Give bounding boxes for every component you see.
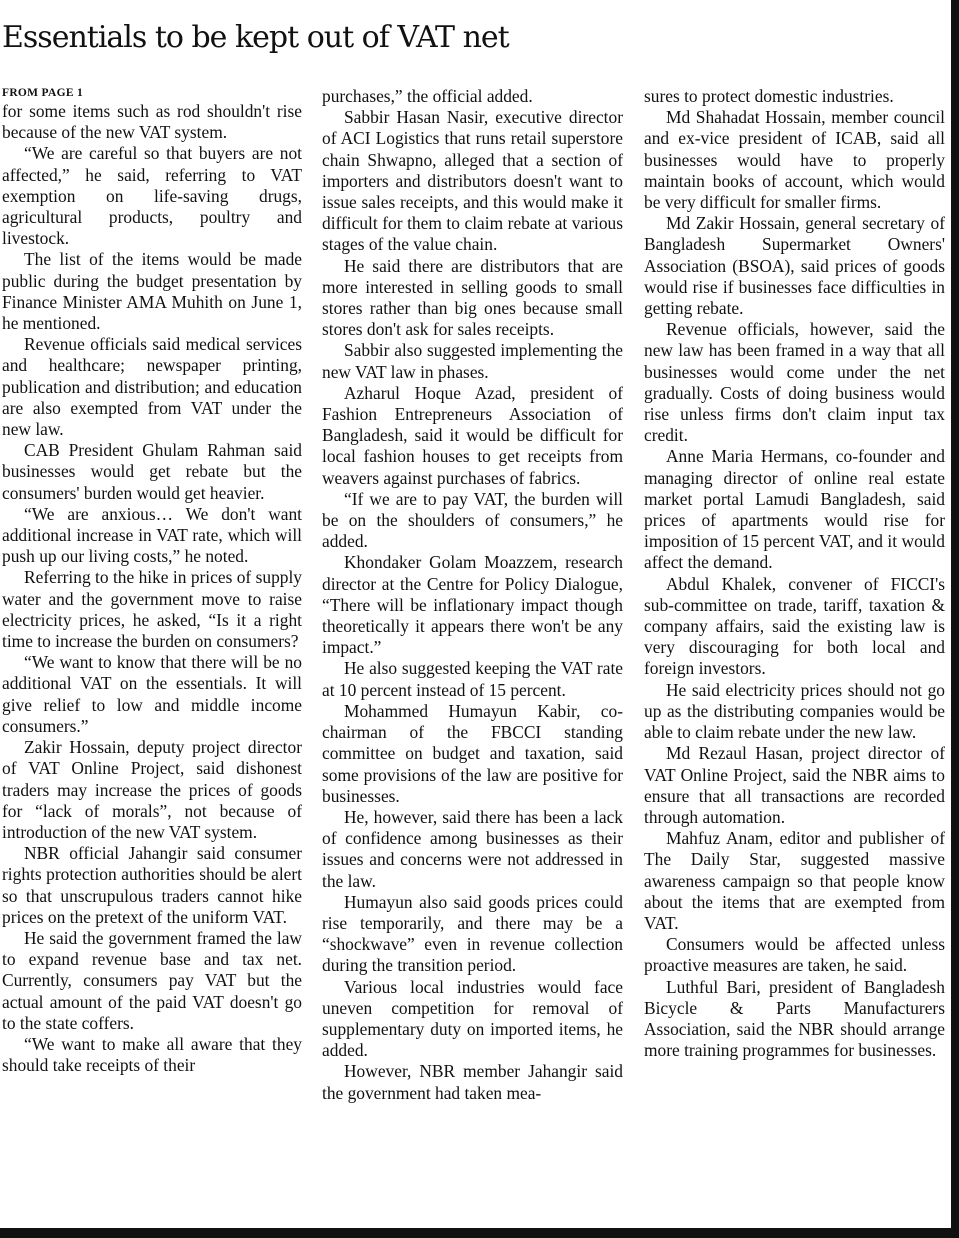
paragraph: Luthful Bari, president of Bangladesh Bicycle & Parts Manufacturers Association, said the NBR should arrange more training programmes for businesses. bbox=[644, 976, 945, 1061]
paragraph: “We are careful so that buyers are not affected,” he said, referring to VAT exemption on life-saving drugs, agricultural products, poultry and livestock. bbox=[2, 143, 302, 249]
paragraph: He said electricity prices should not go up as the distributing companies would be able to claim rebate under the new law. bbox=[644, 679, 945, 743]
scan-edge-right bbox=[951, 0, 959, 1238]
paragraph: The list of the items would be made public during the budget presentation by Finance Minister AMA Muhith on June 1, he mentioned. bbox=[2, 249, 302, 334]
paragraph: CAB President Ghulam Rahman said businesses would get rebate but the consumers' burden would get heavier. bbox=[2, 440, 302, 503]
paragraph: Abdul Khalek, convener of FICCI's sub-committee on trade, tariff, taxation & company affairs, said the existing law is very discouraging for both local and foreign investors. bbox=[644, 573, 945, 679]
paragraph: Azharul Hoque Azad, president of Fashion Entrepreneurs Association of Bangladesh, said it would be difficult for local fashion houses to get receipts from weavers against purchases of fabrics. bbox=[322, 382, 623, 488]
paragraph: Revenue officials, however, said the new law has been framed in a way that all businesses would come under the net gradually. Costs of doing business would rise unless firms don't claim input tax credit. bbox=[644, 319, 945, 446]
paragraph: “We want to make all aware that they should take receipts of their bbox=[2, 1033, 302, 1076]
paragraph: Md Rezaul Hasan, project director of VAT Online Project, said the NBR aims to ensure that all transactions are recorded through automation. bbox=[644, 743, 945, 827]
paragraph: NBR official Jahangir said consumer rights protection authorities should be alert so that unscrupulous traders cannot hike prices on the pretext of the uniform VAT. bbox=[2, 843, 302, 927]
paragraph: However, NBR member Jahangir said the government had taken mea- bbox=[322, 1061, 623, 1103]
paragraph: He also suggested keeping the VAT rate at 10 percent instead of 15 percent. bbox=[322, 658, 623, 700]
paragraph: Referring to the hike in prices of supply water and the government move to raise electricity prices, he asked, “Is it a right time to increase the burden on consumers? bbox=[2, 567, 302, 652]
paragraph: Md Zakir Hossain, general secretary of Bangladesh Supermarket Owners' Association (BSOA), said prices of goods would rise if businesses face difficulties in getting rebate. bbox=[644, 213, 945, 319]
paragraph: Sabbir also suggested implementing the new VAT law in phases. bbox=[322, 340, 623, 382]
paragraph: Anne Maria Hermans, co-founder and managing director of online real estate market portal Lamudi Bangladesh, said prices of apartments would rise for imposition of 15 percent VAT, and it would affect the demand. bbox=[644, 446, 945, 573]
headline: Essentials to be kept out of VAT net bbox=[2, 20, 509, 55]
paragraph: Sabbir Hasan Nasir, executive director of ACI Logistics that runs retail superstore chain Shwapno, alleged that a section of importers and distributors doesn't want to issue sales receipts, and this would make it difficult for them to claim rebate at various stages of the value chain. bbox=[322, 107, 623, 255]
paragraph: Revenue officials said medical services and healthcare; newspaper printing, publication and distribution; and education are also exempted from VAT under the new law. bbox=[2, 334, 302, 440]
paragraph: He, however, said there has been a lack of confidence among businesses as their issues and concerns were not addressed in the law. bbox=[322, 806, 623, 891]
paragraph: purchases,” the official added. bbox=[322, 86, 533, 106]
paragraph: Various local industries would face uneven competition for removal of supplementary duty on imported items, he added. bbox=[322, 976, 623, 1061]
paragraph: Zakir Hossain, deputy project director of VAT Online Project, said dishonest traders may increase the prices of goods for “lack of morals”, not because of introduction of the new VAT system. bbox=[2, 737, 302, 842]
paragraph: Mahfuz Anam, editor and publisher of The Daily Star, suggested massive awareness campaign so that people know about the items that are exempted from VAT. bbox=[644, 828, 945, 933]
article-column-2 bbox=[322, 86, 623, 1226]
jump-line: FROM PAGE 1 bbox=[2, 87, 84, 99]
paragraph: sures to protect domestic industries. bbox=[644, 86, 894, 106]
article-column-3 bbox=[644, 86, 945, 1226]
paragraph: He said there are distributors that are more interested in selling goods to small stores rather than big ones because small stores don't ask for sales receipts. bbox=[322, 255, 623, 340]
paragraph: Md Shahadat Hossain, member council and ex-vice president of ICAB, said all businesses would have to properly maintain books of account, which would be very difficult for smaller firms. bbox=[644, 107, 945, 213]
paragraph: He said the government framed the law to expand revenue base and tax net. Currently, consumers pay VAT but the actual amount of the paid VAT doesn't go to the state coffers. bbox=[2, 927, 302, 1033]
article-column-1 bbox=[2, 86, 302, 1226]
paragraph: Humayun also said goods prices could rise temporarily, and there may be a “shockwave” even in revenue collection during the transition period. bbox=[322, 891, 623, 976]
scan-edge-bottom bbox=[0, 1228, 959, 1238]
paragraph: for some items such as rod shouldn't rise because of the new VAT system. bbox=[2, 101, 302, 143]
paragraph: Mohammed Humayun Kabir, co-chairman of the FBCCI standing committee on budget and taxation, said some provisions of the law are positive for businesses. bbox=[322, 700, 623, 806]
paragraph: “We are anxious… We don't want additional increase in VAT rate, which will push up our living costs,” he noted. bbox=[2, 503, 302, 567]
paragraph: Khondaker Golam Moazzem, research director at the Centre for Policy Dialogue, “There will be inflationary impact though theoretically it appears there won't be any impact.” bbox=[322, 552, 623, 658]
paragraph: Consumers would be affected unless proactive measures are taken, he said. bbox=[644, 934, 945, 976]
paragraph: “We want to know that there will be no additional VAT on the essentials. It will give relief to low and middle income consumers.” bbox=[2, 652, 302, 736]
paragraph: “If we are to pay VAT, the burden will be on the shoulders of consumers,” he added. bbox=[322, 488, 623, 552]
